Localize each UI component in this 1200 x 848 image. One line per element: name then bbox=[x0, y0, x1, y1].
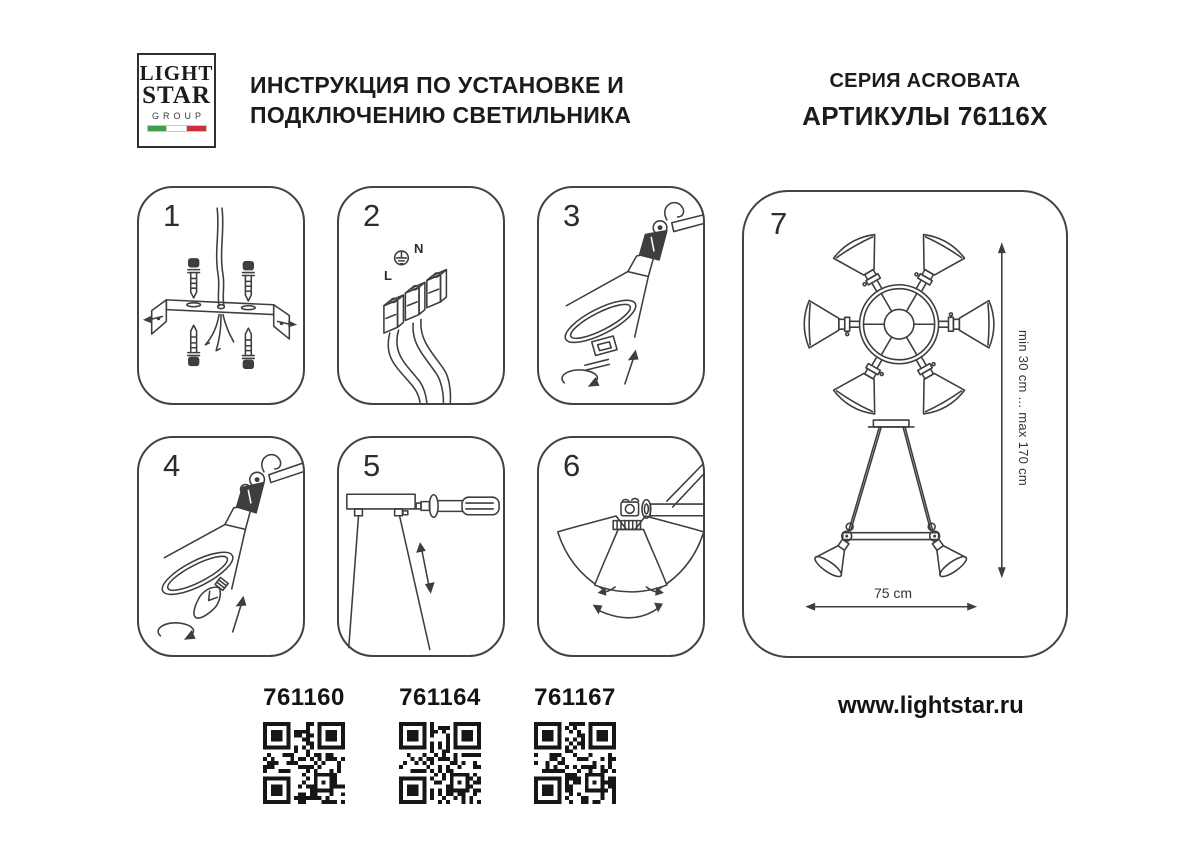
bracket-drawing bbox=[139, 188, 303, 403]
flag-green-stripe bbox=[148, 126, 167, 131]
up-down-arrow bbox=[422, 551, 429, 585]
swivel-shade-drawing bbox=[539, 438, 703, 655]
page-title bbox=[250, 70, 631, 130]
step-number: 4 bbox=[163, 448, 181, 483]
logo-word-light: LIGHT bbox=[139, 61, 214, 85]
shade-socket-drawing bbox=[539, 188, 703, 403]
series-block bbox=[770, 70, 1080, 132]
qr-code bbox=[534, 722, 616, 804]
article-number: 761164 bbox=[399, 684, 481, 711]
series-label: СЕРИЯ ACROBATA bbox=[829, 70, 1021, 92]
height-dimension-label: min 30 cm ... max 170 cm bbox=[1016, 330, 1031, 487]
articles-label: АРТИКУЛЫ 76116X bbox=[802, 101, 1048, 131]
neutral-terminal-label: N bbox=[414, 241, 424, 256]
panel-6-shade-rotation bbox=[537, 436, 705, 657]
flag-red-stripe bbox=[187, 126, 206, 131]
earth-icon bbox=[395, 251, 409, 265]
article-block bbox=[382, 684, 498, 804]
height-dimension-arrow bbox=[998, 242, 1006, 578]
screw-icon bbox=[188, 325, 200, 365]
screwdriver-icon bbox=[416, 495, 499, 517]
step-number: 7 bbox=[770, 206, 788, 241]
screw-icon bbox=[242, 328, 254, 368]
terminal-block-drawing bbox=[339, 188, 503, 403]
up-arrow bbox=[233, 604, 242, 632]
panel-4-bulb-installation bbox=[137, 436, 305, 657]
step-number: 6 bbox=[563, 448, 581, 483]
screw-icon bbox=[188, 259, 200, 298]
panel-7-dimensions bbox=[742, 190, 1068, 658]
terminal-connector bbox=[405, 282, 425, 320]
shade-bulb-drawing bbox=[139, 438, 303, 655]
page-title-line2: ПОДКЛЮЧЕНИЮ СВЕТИЛЬНИКА bbox=[250, 102, 632, 128]
qr-code bbox=[263, 722, 345, 804]
rotation-range-arrow bbox=[597, 608, 659, 618]
canopy-screwdriver-drawing bbox=[339, 438, 503, 655]
step-number: 5 bbox=[363, 448, 381, 483]
article-number: 761160 bbox=[263, 684, 345, 711]
top-view bbox=[804, 230, 994, 418]
screw-icon bbox=[242, 262, 254, 301]
terminal-connector bbox=[384, 295, 404, 333]
article-block bbox=[517, 684, 633, 804]
italian-flag-icon bbox=[147, 125, 207, 132]
rotate-arrow bbox=[158, 623, 193, 636]
panel-1-bracket-mounting bbox=[137, 186, 305, 405]
website-url: www.lightstar.ru bbox=[838, 692, 1024, 719]
lightstar-logo bbox=[137, 53, 216, 148]
page-title-line1: ИНСТРУКЦИЯ ПО УСТАНОВКЕ И bbox=[250, 72, 625, 98]
panel-2-terminal-wiring bbox=[337, 186, 505, 405]
width-dimension-label: 75 cm bbox=[873, 585, 913, 601]
width-dimension-arrow bbox=[805, 603, 977, 611]
rotate-arrow bbox=[562, 370, 597, 383]
panel-3-socket-assembly bbox=[537, 186, 705, 405]
up-arrow bbox=[625, 357, 634, 383]
logo-word-group: GROUP bbox=[151, 110, 205, 121]
step-number: 1 bbox=[163, 198, 181, 233]
qr-code bbox=[399, 722, 481, 804]
step-number: 3 bbox=[563, 198, 581, 233]
article-number: 761167 bbox=[534, 684, 616, 711]
side-view bbox=[812, 420, 969, 580]
flag-white-stripe bbox=[166, 126, 187, 131]
terminal-connector bbox=[427, 270, 447, 308]
line-terminal-label: L bbox=[384, 268, 392, 283]
article-block bbox=[246, 684, 362, 804]
panel-5-cable-adjustment bbox=[337, 436, 505, 657]
logo-word-star: STAR bbox=[142, 82, 211, 109]
step-number: 2 bbox=[363, 198, 381, 233]
